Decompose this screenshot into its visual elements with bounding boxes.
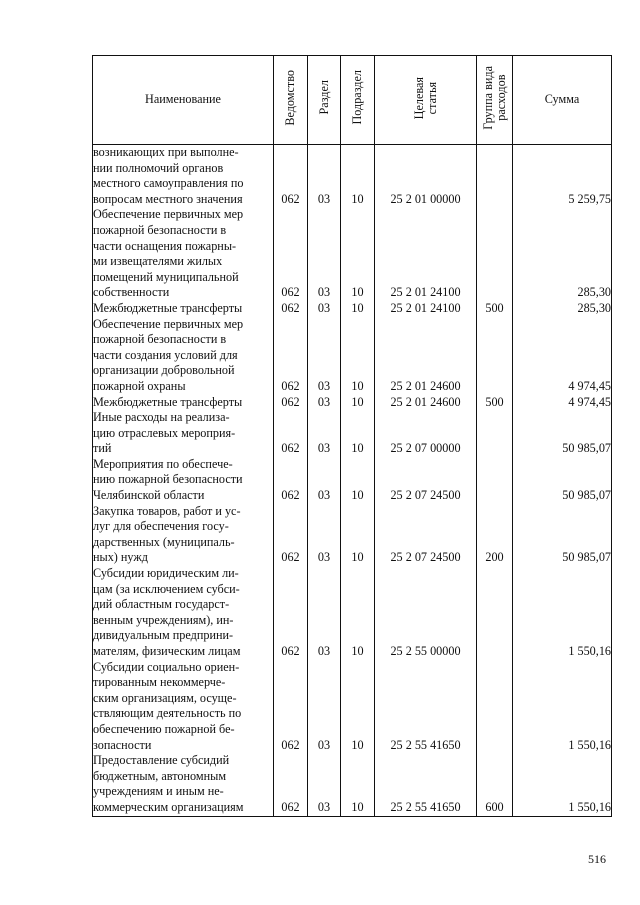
table-row	[93, 207, 612, 301]
cell-vedomstvo: 062	[274, 395, 308, 411]
cell-vedomstvo: 062	[274, 145, 308, 208]
cell-podrazdel: 10	[341, 301, 375, 317]
cell-name: Иные расходы на реализа- цию отраслевых мероприя- тий	[93, 410, 274, 457]
cell-razdel: 03	[308, 457, 341, 504]
cell-podrazdel: 10	[341, 504, 375, 566]
cell-podrazdel: 10	[341, 207, 375, 301]
cell-name: Субсидии юридическим ли- цам (за исключением субси- дий областным государст- венным учреждениям), ин- дивидуальным предприни- мателям, физическим лицам	[93, 566, 274, 660]
cell-summa: 1 550,16	[513, 566, 612, 660]
header-name: Наименование	[93, 56, 274, 145]
cell-gruppa	[477, 410, 513, 457]
cell-podrazdel: 10	[341, 457, 375, 504]
cell-name: возникающих при выполне- нии полномочий органов местного самоуправления по вопросам местного значения	[93, 145, 274, 208]
cell-podrazdel: 10	[341, 753, 375, 816]
cell-razdel: 03	[308, 753, 341, 816]
cell-summa: 50 985,07	[513, 504, 612, 566]
cell-tselevaya-statya: 25 2 01 24100	[375, 301, 477, 317]
cell-vedomstvo: 062	[274, 317, 308, 395]
cell-name: Субсидии социально ориен- тированным некоммерче- ским организациям, осуще- ствляющим деятельность по обеспечению пожарной бе- зопасности	[93, 660, 274, 754]
cell-razdel: 03	[308, 410, 341, 457]
cell-name: Закупка товаров, работ и ус- луг для обеспечения госу- дарственных (муниципаль- ных) нужд	[93, 504, 274, 566]
budget-table	[92, 55, 612, 817]
cell-summa: 4 974,45	[513, 395, 612, 411]
header-podrazdel: Подраздел	[341, 56, 375, 145]
cell-gruppa: 200	[477, 504, 513, 566]
cell-name: Предоставление субсидий бюджетным, автономным учреждениям и иным не- коммерческим организациям	[93, 753, 274, 816]
page-number: 516	[588, 852, 606, 866]
cell-vedomstvo: 062	[274, 753, 308, 816]
cell-summa: 1 550,16	[513, 753, 612, 816]
cell-summa: 1 550,16	[513, 660, 612, 754]
cell-name: Межбюджетные трансферты	[93, 395, 274, 411]
cell-razdel: 03	[308, 145, 341, 208]
cell-podrazdel: 10	[341, 395, 375, 411]
cell-name: Мероприятия по обеспече- нию пожарной безопасности Челябинской области	[93, 457, 274, 504]
table-row	[93, 395, 612, 411]
cell-tselevaya-statya: 25 2 07 00000	[375, 410, 477, 457]
cell-gruppa	[477, 207, 513, 301]
cell-razdel: 03	[308, 395, 341, 411]
table-row	[93, 317, 612, 395]
table-row	[93, 301, 612, 317]
cell-tselevaya-statya: 25 2 07 24500	[375, 457, 477, 504]
cell-gruppa: 600	[477, 753, 513, 816]
header-vedomstvo: Ведомство	[274, 56, 308, 145]
header-tselevaya-statya: Целевая статья	[375, 56, 477, 145]
cell-tselevaya-statya: 25 2 01 24600	[375, 317, 477, 395]
cell-vedomstvo: 062	[274, 207, 308, 301]
cell-gruppa	[477, 457, 513, 504]
cell-summa: 50 985,07	[513, 457, 612, 504]
cell-razdel: 03	[308, 660, 341, 754]
cell-vedomstvo: 062	[274, 457, 308, 504]
cell-vedomstvo: 062	[274, 301, 308, 317]
cell-summa: 4 974,45	[513, 317, 612, 395]
cell-podrazdel: 10	[341, 566, 375, 660]
cell-tselevaya-statya: 25 2 55 41650	[375, 753, 477, 816]
cell-summa: 50 985,07	[513, 410, 612, 457]
table-row	[93, 410, 612, 457]
cell-vedomstvo: 062	[274, 660, 308, 754]
cell-gruppa	[477, 660, 513, 754]
cell-vedomstvo: 062	[274, 410, 308, 457]
header-gruppa-vida-rashodov: Группа вида расходов	[477, 56, 513, 145]
cell-podrazdel: 10	[341, 317, 375, 395]
cell-gruppa	[477, 566, 513, 660]
header-summa: Сумма	[513, 56, 612, 145]
cell-tselevaya-statya: 25 2 01 00000	[375, 145, 477, 208]
cell-podrazdel: 10	[341, 410, 375, 457]
cell-razdel: 03	[308, 207, 341, 301]
cell-name: Обеспечение первичных мер пожарной безопасности в части создания условий для организации добровольной пожарной охраны	[93, 317, 274, 395]
cell-tselevaya-statya: 25 2 01 24600	[375, 395, 477, 411]
cell-vedomstvo: 062	[274, 566, 308, 660]
cell-name: Межбюджетные трансферты	[93, 301, 274, 317]
cell-vedomstvo: 062	[274, 504, 308, 566]
cell-name: Обеспечение первичных мер пожарной безопасности в части оснащения пожарны- ми извещателями жилых помещений муниципальной собственности	[93, 207, 274, 301]
cell-summa: 285,30	[513, 301, 612, 317]
cell-razdel: 03	[308, 317, 341, 395]
table-row	[93, 145, 612, 208]
cell-gruppa: 500	[477, 395, 513, 411]
cell-podrazdel: 10	[341, 660, 375, 754]
cell-tselevaya-statya: 25 2 01 24100	[375, 207, 477, 301]
table-body	[93, 145, 612, 817]
cell-podrazdel: 10	[341, 145, 375, 208]
cell-gruppa	[477, 145, 513, 208]
cell-gruppa	[477, 317, 513, 395]
cell-razdel: 03	[308, 301, 341, 317]
table-row	[93, 504, 612, 566]
cell-tselevaya-statya: 25 2 55 00000	[375, 566, 477, 660]
cell-razdel: 03	[308, 566, 341, 660]
cell-gruppa: 500	[477, 301, 513, 317]
cell-tselevaya-statya: 25 2 07 24500	[375, 504, 477, 566]
cell-tselevaya-statya: 25 2 55 41650	[375, 660, 477, 754]
table-row	[93, 753, 612, 816]
cell-summa: 285,30	[513, 207, 612, 301]
cell-summa: 5 259,75	[513, 145, 612, 208]
header-razdel: Раздел	[308, 56, 341, 145]
table-header-row	[93, 56, 612, 145]
table-row	[93, 566, 612, 660]
table-row	[93, 457, 612, 504]
table-row	[93, 660, 612, 754]
cell-razdel: 03	[308, 504, 341, 566]
